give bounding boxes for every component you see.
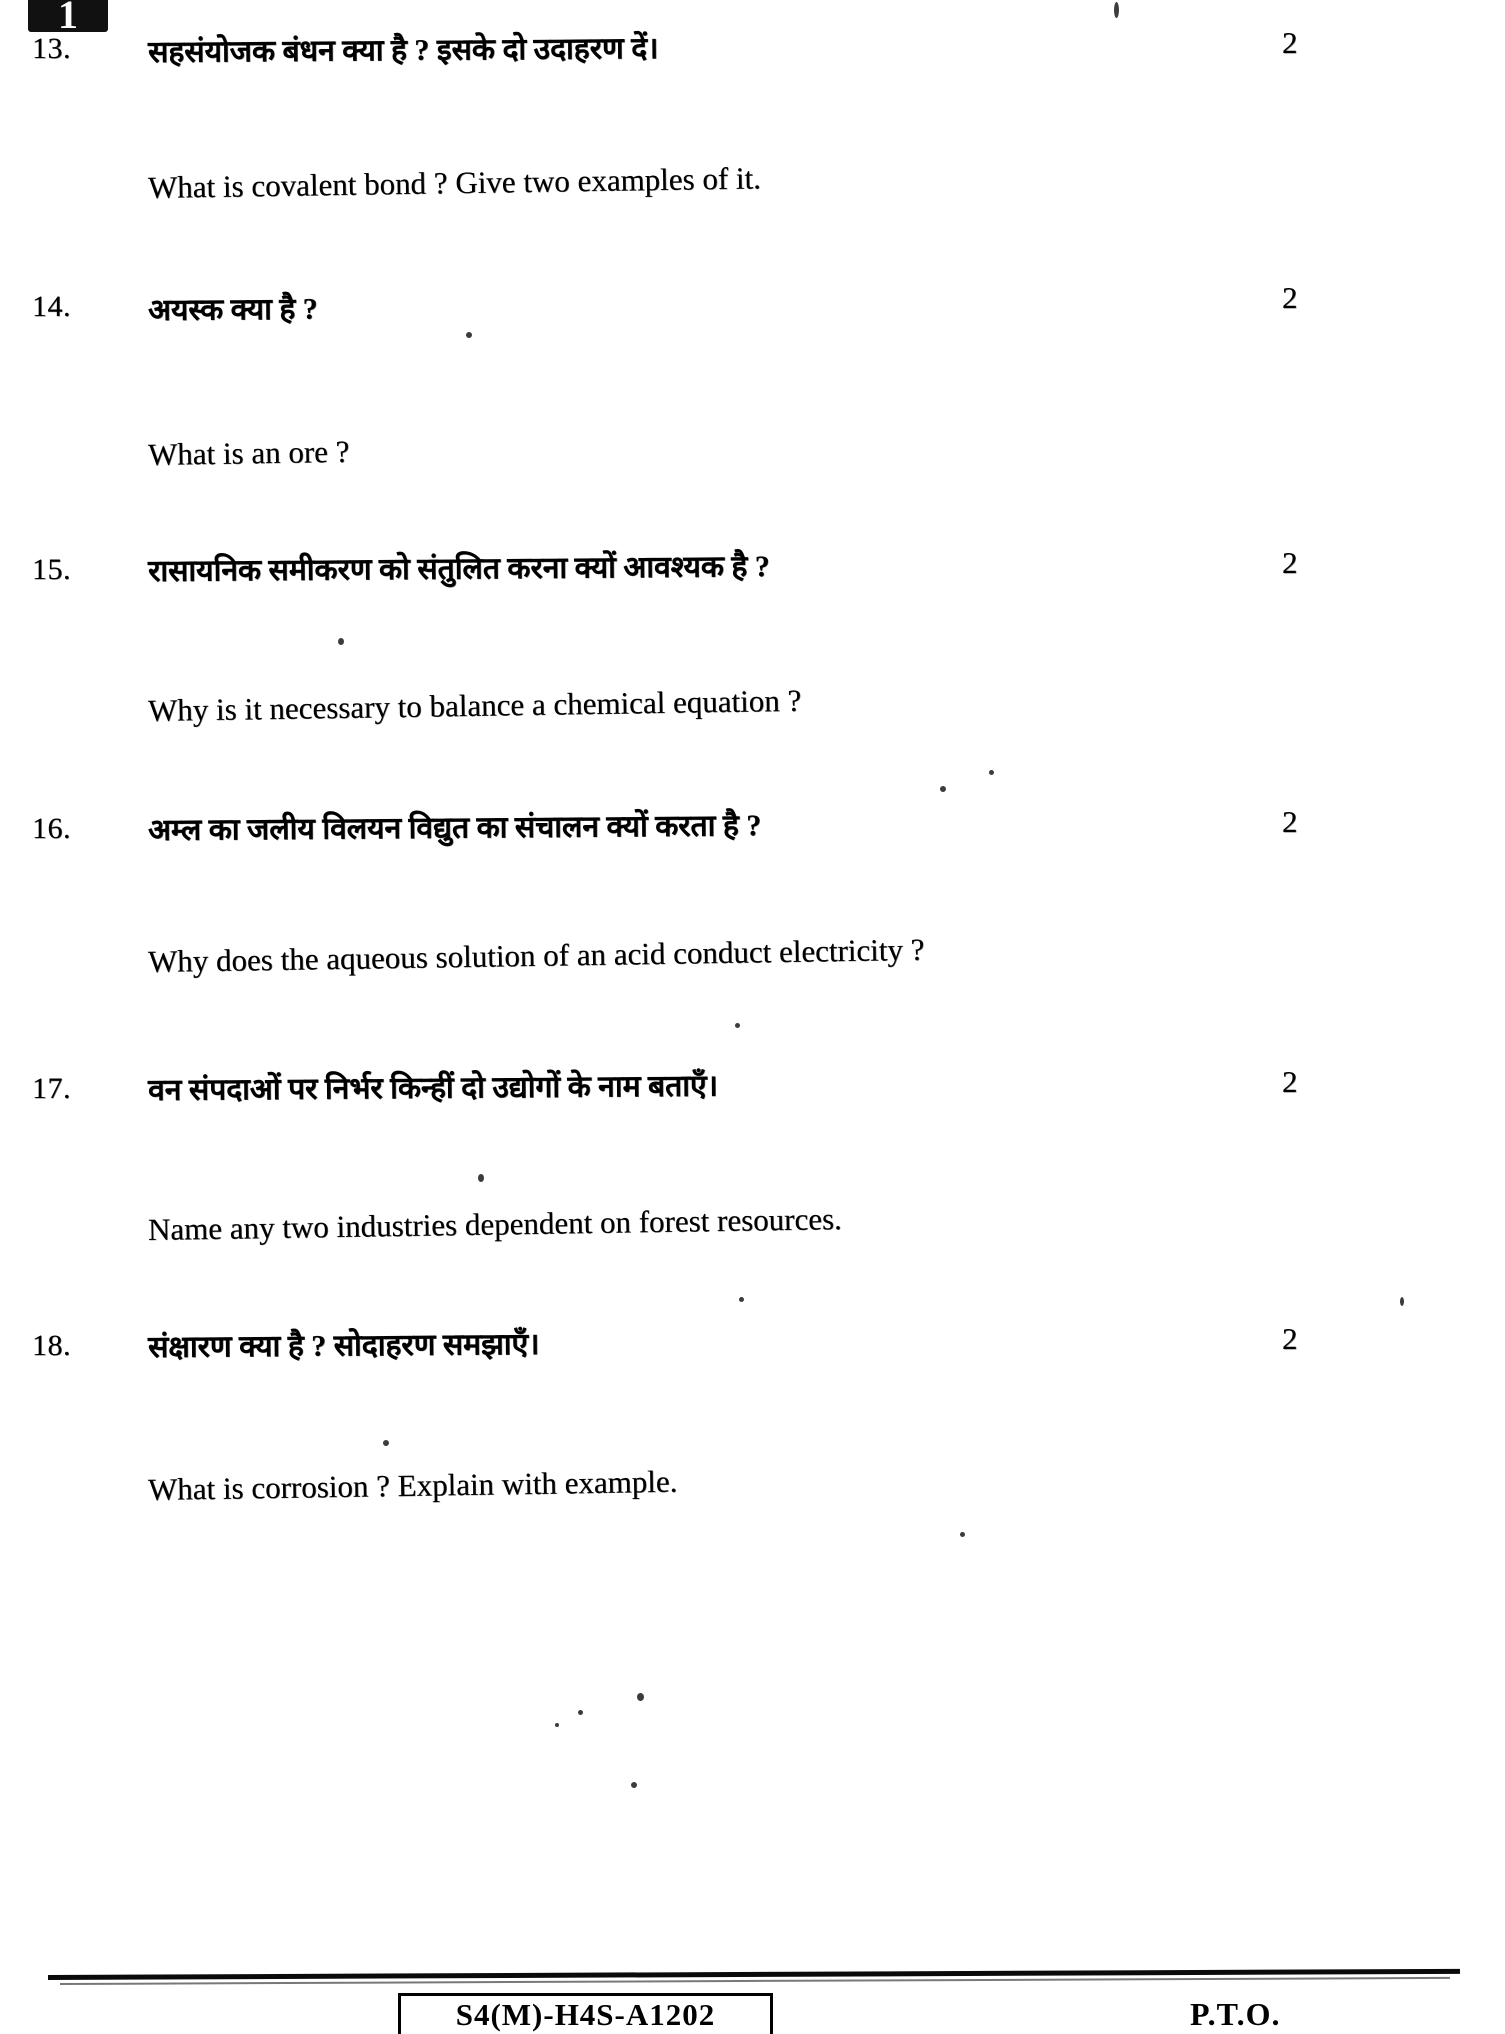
- scan-speck: [383, 1440, 389, 1446]
- question-number: 13.: [32, 32, 71, 65]
- footer-page-indicator: P.T.O.: [1190, 1996, 1281, 2032]
- footer-paper-code: S4(M)-H4S-A1202: [455, 1997, 716, 2032]
- scan-speck: [578, 1710, 583, 1715]
- question-number: 14.: [32, 290, 71, 323]
- question-text-hindi: संक्षारण क्या है ? सोदाहरण समझाएँ।: [147, 1327, 540, 1364]
- scan-speck: [637, 1693, 644, 1701]
- question-text-english: What is covalent bond ? Give two examples of it.: [147, 160, 762, 205]
- question-text-hindi: अम्ल का जलीय विलयन विद्युत का संचालन क्यों करता है ?: [147, 809, 762, 847]
- scan-speck: [555, 1723, 559, 1727]
- question-text-hindi: अयस्क क्या है ?: [147, 292, 318, 327]
- question-marks: 2: [1282, 1064, 1298, 1099]
- question-number: 18.: [32, 1329, 71, 1362]
- scan-speck: [478, 1174, 484, 1182]
- scan-speck: [631, 1782, 637, 1788]
- scan-speck: [1114, 2, 1119, 18]
- question-marks: 2: [1282, 280, 1298, 315]
- scan-marker-label: 1: [58, 0, 78, 32]
- scan-speck: [338, 638, 344, 645]
- scan-edge-marker: [28, 0, 108, 32]
- question-number: 15.: [32, 553, 71, 586]
- question-text-hindi: रासायनिक समीकरण को संतुलित करना क्यों आवश्यक है ?: [147, 550, 770, 588]
- question-marks: 2: [1282, 25, 1298, 60]
- scan-speck: [960, 1532, 965, 1537]
- question-text-english: What is an ore ?: [147, 433, 350, 472]
- question-text-english: What is corrosion ? Explain with example.: [147, 1463, 678, 1507]
- question-text-english: Name any two industries dependent on forest resources.: [147, 1201, 843, 1247]
- question-marks: 2: [1282, 1321, 1298, 1356]
- scan-speck: [940, 786, 946, 792]
- scan-speck: [466, 332, 472, 338]
- question-text-english: Why does the aqueous solution of an acid conduct electricity ?: [147, 931, 925, 979]
- scan-speck: [1400, 1297, 1404, 1306]
- question-number: 16.: [32, 812, 71, 845]
- question-marks: 2: [1282, 804, 1298, 839]
- question-marks: 2: [1282, 545, 1298, 580]
- question-number: 17.: [32, 1072, 71, 1105]
- question-text-hindi: सहसंयोजक बंधन क्या है ? इसके दो उदाहरण दें।: [147, 31, 659, 69]
- question-text-hindi: वन संपदाओं पर निर्भर किन्हीं दो उद्योगों के नाम बताएँ।: [147, 1069, 719, 1107]
- scan-speck: [989, 770, 994, 775]
- footer-code-box: [398, 1993, 773, 2034]
- question-text-english: Why is it necessary to balance a chemical equation ?: [147, 682, 802, 728]
- scan-speck: [739, 1297, 744, 1302]
- scan-speck: [735, 1023, 740, 1028]
